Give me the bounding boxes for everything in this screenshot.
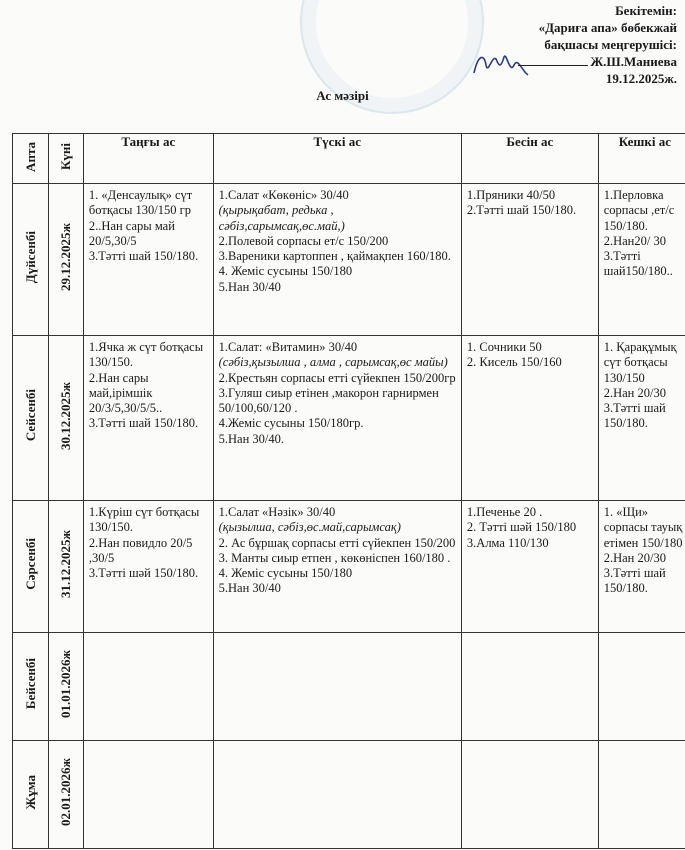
menu-item: 3.Вареники картоппен , қаймақпен 160/180.: [218, 249, 451, 264]
date-cell: [49, 633, 83, 741]
menu-item: 4.Жеміс сусыны 150/180гр.: [218, 416, 364, 431]
menu-item: 3.Тәтті шай 150/180.: [88, 249, 199, 264]
menu-item: 1.Ячка ж сүт ботқасы 130/150.: [88, 340, 204, 370]
date-label: 02.01.2026ж: [58, 758, 74, 826]
menu-item: 2. Тәтті шәй 150/180: [466, 520, 577, 535]
header-week: Апта: [13, 134, 49, 184]
menu-item: (қырықабат, редька , сәбіз,сарымсақ,өс.май,): [218, 203, 345, 233]
menu-item: 2.Крестьян сорпасы етті сүйекпен 150/200гр: [218, 370, 456, 385]
date-label: 01.01.2026ж: [58, 650, 74, 718]
approval-date: 19.12.2025ж.: [605, 71, 677, 86]
dinner-cell: [598, 741, 685, 849]
approval-block: [518, 2, 677, 87]
menu-item: 3.Тәтті шай 150/180.: [603, 401, 666, 431]
menu-item: 1. «Щи» сорпасы тауық етімен 150/180: [603, 505, 683, 550]
menu-item: 1.Пряники 40/50: [466, 188, 556, 202]
header-lunch: Түскі ас: [213, 134, 461, 184]
menu-item: 2.Нан повидло 20/5 ,30/5: [88, 535, 193, 565]
lunch-cell: [213, 633, 461, 741]
menu-item: 2.Нан 20/30: [603, 550, 666, 565]
approver-name: Ж.Ш.Маниева: [590, 54, 677, 69]
breakfast-cell: [83, 501, 213, 633]
date-label: 30.12.2025ж: [58, 381, 74, 450]
dinner-cell: [598, 336, 685, 501]
snack-cell: [461, 184, 598, 336]
snack-cell: [461, 633, 598, 741]
approval-organization: «Дариға апа» бөбекжай: [538, 20, 677, 35]
menu-item: 2.Нан сары май,ірімшік 20/3/5,30/5/5..: [88, 370, 163, 416]
dinner-cell: [598, 184, 685, 336]
date-cell: [49, 336, 83, 501]
breakfast-cell: [83, 184, 213, 336]
weekday-label: Дүйсенбі: [22, 230, 38, 284]
menu-item: 2.Тәтті шай 150/180.: [466, 203, 577, 218]
weekday-label: Жұма: [22, 774, 38, 810]
menu-item: 2..Нан сары май 20/5,30/5: [88, 218, 175, 248]
menu-item: (қызылша, сәбіз,өс.май,сарымсақ): [218, 520, 401, 535]
menu-item: 1. Қарақұмық сүт ботқасы 130/150: [603, 340, 677, 385]
menu-item: 2.Нан 20/30: [603, 385, 666, 400]
menu-item: 2.Нан20/ 30: [603, 233, 666, 248]
page-title: Ас мәзірі: [316, 88, 369, 103]
approval-position: бақшасы меңгерушісі:: [544, 37, 677, 52]
table-row: [13, 184, 685, 336]
breakfast-cell: [83, 633, 213, 741]
dinner-cell: [598, 633, 685, 741]
weekday-cell: [13, 184, 49, 336]
weekday-cell: [13, 633, 49, 741]
header-breakfast: Таңғы ас: [83, 134, 213, 184]
menu-item: 4. Жеміс сусыны 150/180: [218, 264, 353, 279]
menu-item: 1.Печенье 20 .: [466, 505, 543, 519]
date-label: 29.12.2025ж: [58, 223, 74, 291]
menu-item: 2.Полевой сорпасы ет/с 150/200: [218, 233, 389, 248]
lunch-cell: [213, 336, 461, 501]
menu-item: 1.Салат «Көкөніс» 30/40: [218, 188, 349, 202]
weekday-label: Сейсенбі: [22, 389, 38, 442]
dinner-cell: [598, 501, 685, 633]
weekday-cell: [13, 501, 49, 633]
header-day: Күні: [49, 134, 83, 184]
snack-cell: [461, 741, 598, 849]
menu-item: 1. Сочники 50: [466, 340, 542, 354]
menu-item: 1. «Денсаулық» сүт ботқасы 130/150 гр: [88, 188, 193, 218]
menu-item: 2. Ас бұршақ сорпасы етті сүйекпен 150/200: [218, 535, 456, 550]
table-row: [13, 741, 685, 849]
menu-item: 1.Перловка сорпасы ,ет/с 150/180.: [603, 188, 675, 233]
menu-item: (сәбіз,қызылша , алма , сарымсақ,өс майы): [218, 355, 448, 370]
menu-item: 3.Тәтті шай 150/180.: [603, 566, 666, 596]
date-cell: [49, 184, 83, 336]
menu-item: 4. Жеміс сусыны 150/180: [218, 566, 353, 581]
menu-table: [12, 133, 685, 849]
date-cell: [49, 741, 83, 849]
breakfast-cell: [83, 336, 213, 501]
menu-item: 1.Салат: «Витамин» 30/40: [218, 340, 358, 354]
header-dinner: Кешкі ас: [598, 134, 685, 184]
weekday-label: Сәрсенбі: [22, 538, 38, 590]
header-snack: Бесін ас: [461, 134, 598, 184]
menu-item: 3.Тәтті шәй 150/180.: [88, 566, 199, 581]
menu-item: 3.Тәтті шай150/180..: [603, 249, 673, 279]
menu-item: 5.Нан 30/40.: [218, 431, 285, 446]
menu-item: 1.Салат «Нәзік» 30/40: [218, 505, 336, 519]
date-label: 31.12.2025ж: [58, 530, 74, 598]
lunch-cell: [213, 184, 461, 336]
approval-heading: Бекітемін:: [615, 3, 677, 18]
weekday-cell: [13, 336, 49, 501]
weekday-cell: [13, 741, 49, 849]
menu-item: 3.Алма 110/130: [466, 535, 549, 550]
header-row: [13, 134, 685, 184]
table-row: [13, 633, 685, 741]
table-row: [13, 336, 685, 501]
breakfast-cell: [83, 741, 213, 849]
signature-line: [518, 65, 588, 66]
weekday-label: Бейсенбі: [22, 658, 38, 710]
menu-item: 5.Нан 30/40: [218, 581, 281, 596]
snack-cell: [461, 336, 598, 501]
date-cell: [49, 501, 83, 633]
lunch-cell: [213, 501, 461, 633]
menu-item: 1.Күріш сүт ботқасы 130/150.: [88, 505, 200, 535]
menu-item: 3. Манты сиыр етпен , көкөніспен 160/180 .: [218, 550, 451, 565]
lunch-cell: [213, 741, 461, 849]
menu-item: 3.Гуляш сиыр етінен ,макорон гарнирмен 50/100,60/120 .: [218, 385, 439, 416]
menu-item: 3.Тәтті шай 150/180.: [88, 416, 199, 431]
menu-item: 5.Нан 30/40: [218, 279, 281, 294]
table-row: [13, 501, 685, 633]
snack-cell: [461, 501, 598, 633]
menu-item: 2. Кисель 150/160: [466, 355, 562, 370]
